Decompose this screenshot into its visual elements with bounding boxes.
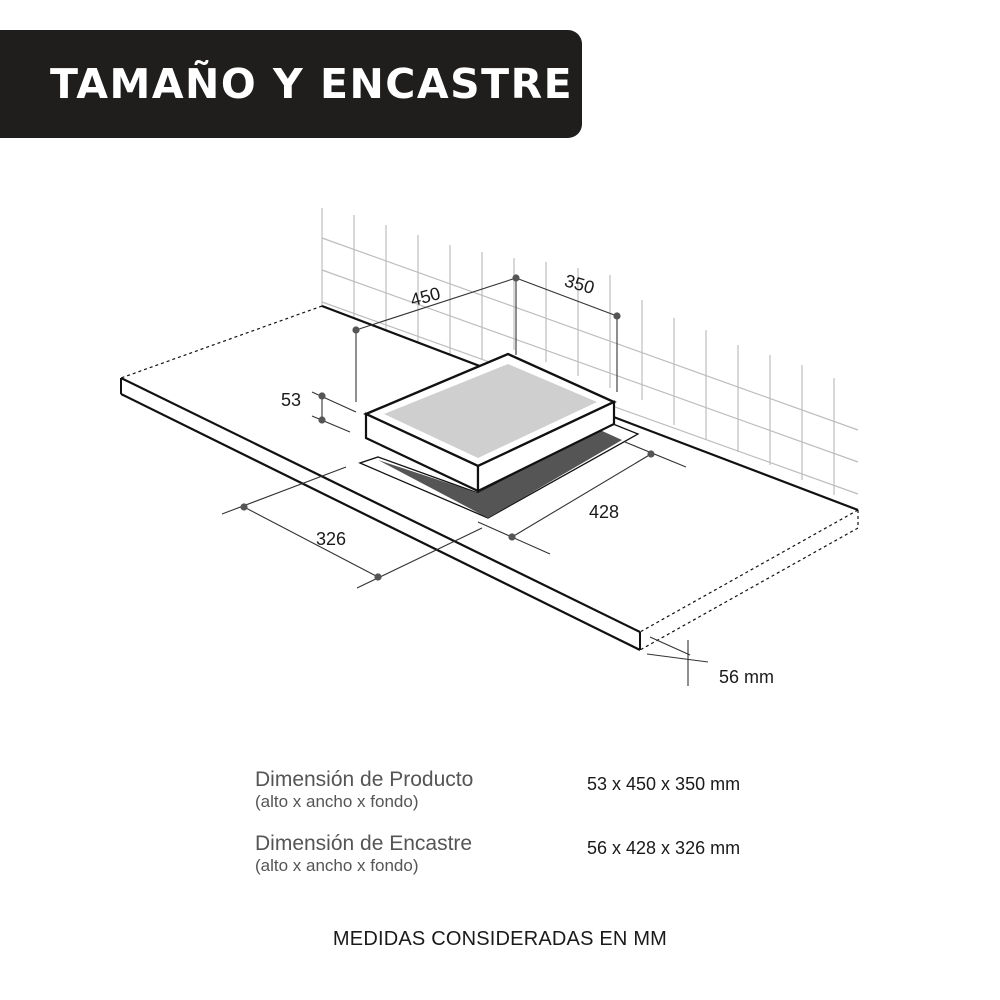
cutout-depth-label: 326	[316, 529, 347, 549]
height-label: 53	[281, 390, 302, 410]
spec-row-cutout	[255, 832, 815, 892]
page-title: TAMAÑO Y ENCASTRE	[50, 60, 574, 108]
width-label: 450	[408, 283, 443, 311]
spec-sublabel: (alto x ancho x fondo)	[255, 856, 419, 875]
spec-sublabel: (alto x ancho x fondo)	[255, 792, 419, 811]
spec-value: 53 x 450 x 350 mm	[587, 774, 741, 794]
footer-note: MEDIDAS CONSIDERADAS EN MM	[332, 928, 668, 950]
thickness-label: 56 mm	[719, 667, 775, 687]
cutout-width-label: 428	[589, 502, 620, 522]
depth-label: 350	[562, 270, 597, 298]
spec-row-product	[255, 768, 815, 828]
spec-label: Dimensión de Producto	[255, 768, 474, 791]
spec-value: 56 x 428 x 326 mm	[587, 838, 741, 858]
spec-label: Dimensión de Encastre	[255, 832, 473, 855]
